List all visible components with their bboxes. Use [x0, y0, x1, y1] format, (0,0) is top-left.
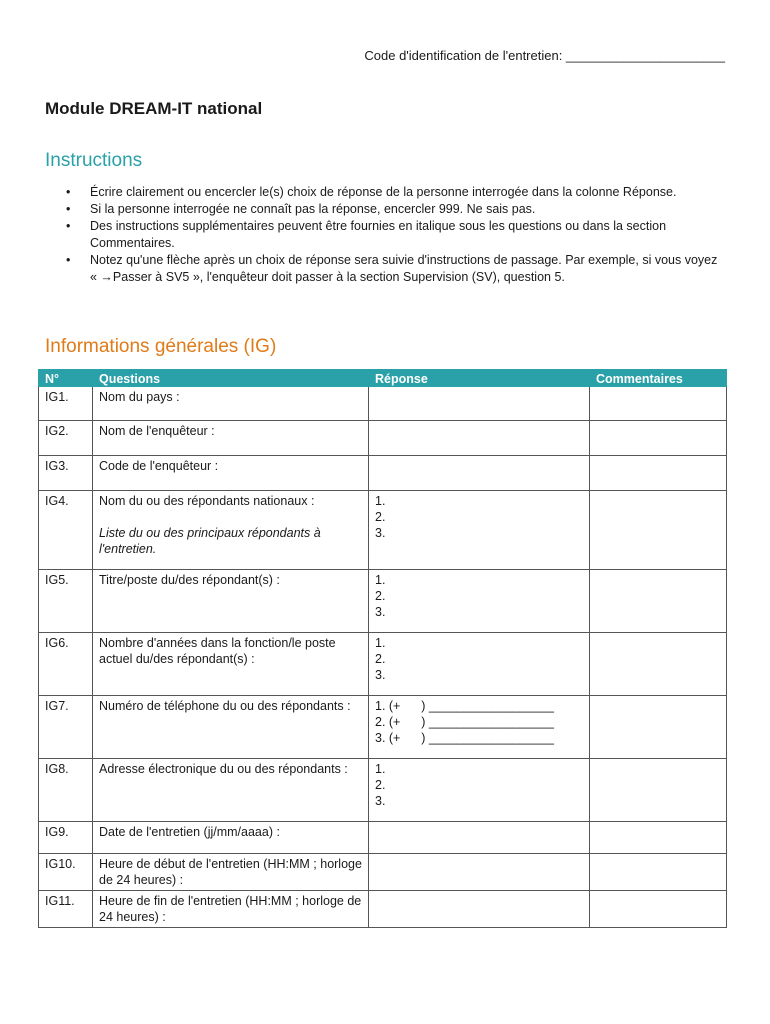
- question-text: Heure de début de l'entretien (HH:MM ; horloge de 24 heures) :: [99, 857, 362, 887]
- bullet-icon: •: [66, 253, 71, 267]
- bullet-icon: •: [66, 185, 71, 199]
- table-row: [39, 456, 727, 491]
- row-question: [93, 696, 369, 759]
- question-text: Date de l'entretien (jj/mm/aaaa) :: [99, 825, 280, 839]
- row-number: IG6.: [39, 633, 93, 696]
- row-question: [93, 456, 369, 491]
- row-number: IG9.: [39, 822, 93, 854]
- row-question: [93, 491, 369, 570]
- response-line: 2. (+ ) __________________: [375, 715, 554, 729]
- response-line: 1.: [375, 494, 386, 508]
- response-line: 3.: [375, 526, 386, 540]
- question-text: Nom de l'enquêteur :: [99, 424, 215, 438]
- row-comments[interactable]: [590, 421, 727, 456]
- row-number: IG7.: [39, 696, 93, 759]
- row-number: IG2.: [39, 421, 93, 456]
- question-text: Nombre d'années dans la fonction/le poste actuel du/des répondant(s) :: [99, 636, 336, 666]
- response-line: 1. (+ ) __________________: [375, 699, 554, 713]
- table-row: [39, 854, 727, 891]
- instruction-text: Écrire clairement ou encercler le(s) choix de réponse de la personne interrogée dans la colonne Réponse.: [90, 185, 677, 199]
- row-comments[interactable]: [590, 854, 727, 891]
- row-question: [93, 891, 369, 928]
- row-question: [93, 421, 369, 456]
- response-line: 1.: [375, 636, 386, 650]
- response-line: 3. (+ ) __________________: [375, 731, 554, 745]
- question-text: Adresse électronique du ou des répondants :: [99, 762, 348, 776]
- row-question: [93, 387, 369, 421]
- response-line: 2.: [375, 778, 386, 792]
- instructions-heading: Instructions: [45, 150, 143, 171]
- row-comments[interactable]: [590, 822, 727, 854]
- question-text: Titre/poste du/des répondant(s) :: [99, 573, 280, 587]
- response-line: 1.: [375, 573, 386, 587]
- bullet-icon: •: [66, 202, 71, 216]
- row-comments[interactable]: [590, 570, 727, 633]
- bullet-icon: •: [66, 219, 71, 233]
- instructions-list: [45, 184, 725, 286]
- table-row: [39, 421, 727, 456]
- row-comments[interactable]: [590, 891, 727, 928]
- response-line: 1.: [375, 762, 386, 776]
- table-row: [39, 696, 727, 759]
- instruction-text: Notez qu'une flèche après un choix de réponse sera suivie d'instructions de passage. Par exemple, si vous voyez « →Passer à SV5 », l'enquêteur doit passer à la section Supervision (SV), question 5.: [90, 253, 718, 284]
- row-response[interactable]: [369, 759, 590, 822]
- question-text: Nom du ou des répondants nationaux :: [99, 494, 315, 508]
- row-response[interactable]: [369, 633, 590, 696]
- question-text: Heure de fin de l'entretien (HH:MM ; horloge de 24 heures) :: [99, 894, 362, 924]
- row-number: IG8.: [39, 759, 93, 822]
- interview-id-field: Code d'identification de l'entretien: ______________________: [364, 48, 725, 63]
- row-response[interactable]: [369, 491, 590, 570]
- question-text: Numéro de téléphone du ou des répondants :: [99, 699, 351, 713]
- instruction-item: [45, 218, 725, 252]
- row-comments[interactable]: [590, 633, 727, 696]
- row-question: [93, 759, 369, 822]
- response-line: 3.: [375, 668, 386, 682]
- row-response[interactable]: [369, 387, 590, 421]
- module-title: Module DREAM-IT national: [45, 99, 263, 118]
- table-header-row: [39, 370, 727, 387]
- table-row: [39, 891, 727, 928]
- instruction-item: [45, 252, 725, 286]
- table-row: [39, 491, 727, 570]
- ig-table-body: [39, 387, 727, 928]
- row-response[interactable]: [369, 854, 590, 891]
- row-response[interactable]: [369, 696, 590, 759]
- response-line: 3.: [375, 605, 386, 619]
- row-response[interactable]: [369, 891, 590, 928]
- row-comments[interactable]: [590, 387, 727, 421]
- question-note: Liste du ou des principaux répondants à l'entretien.: [99, 526, 321, 556]
- table-row: [39, 387, 727, 421]
- response-line: 2.: [375, 510, 386, 524]
- row-response[interactable]: [369, 456, 590, 491]
- column-header-number: N°: [39, 370, 93, 387]
- row-number: IG1.: [39, 387, 93, 421]
- instruction-item: [45, 201, 725, 218]
- row-comments[interactable]: [590, 759, 727, 822]
- column-header-comments: Commentaires: [590, 370, 727, 387]
- instruction-item: [45, 184, 725, 201]
- ig-heading: Informations générales (IG): [45, 336, 277, 357]
- row-comments[interactable]: [590, 456, 727, 491]
- row-question: [93, 822, 369, 854]
- row-question: [93, 854, 369, 891]
- column-header-response: Réponse: [369, 370, 590, 387]
- row-question: [93, 633, 369, 696]
- row-number: IG3.: [39, 456, 93, 491]
- table-row: [39, 822, 727, 854]
- row-comments[interactable]: [590, 696, 727, 759]
- question-text: Nom du pays :: [99, 390, 180, 404]
- instruction-text: Si la personne interrogée ne connaît pas la réponse, encercler 999. Ne sais pas.: [90, 202, 536, 216]
- row-response[interactable]: [369, 822, 590, 854]
- row-number: IG10.: [39, 854, 93, 891]
- row-number: IG4.: [39, 491, 93, 570]
- row-number: IG5.: [39, 570, 93, 633]
- row-number: IG11.: [39, 891, 93, 928]
- ig-table: [38, 369, 727, 928]
- response-line: 3.: [375, 794, 386, 808]
- table-row: [39, 570, 727, 633]
- response-line: 2.: [375, 589, 386, 603]
- response-line: 2.: [375, 652, 386, 666]
- table-row: [39, 633, 727, 696]
- table-row: [39, 759, 727, 822]
- instruction-text: Des instructions supplémentaires peuvent être fournies en italique sous les questions ou dans la section Commentaires.: [90, 219, 667, 250]
- row-response[interactable]: [369, 570, 590, 633]
- row-response[interactable]: [369, 421, 590, 456]
- row-comments[interactable]: [590, 491, 727, 570]
- row-question: [93, 570, 369, 633]
- column-header-questions: Questions: [93, 370, 369, 387]
- question-text: Code de l'enquêteur :: [99, 459, 219, 473]
